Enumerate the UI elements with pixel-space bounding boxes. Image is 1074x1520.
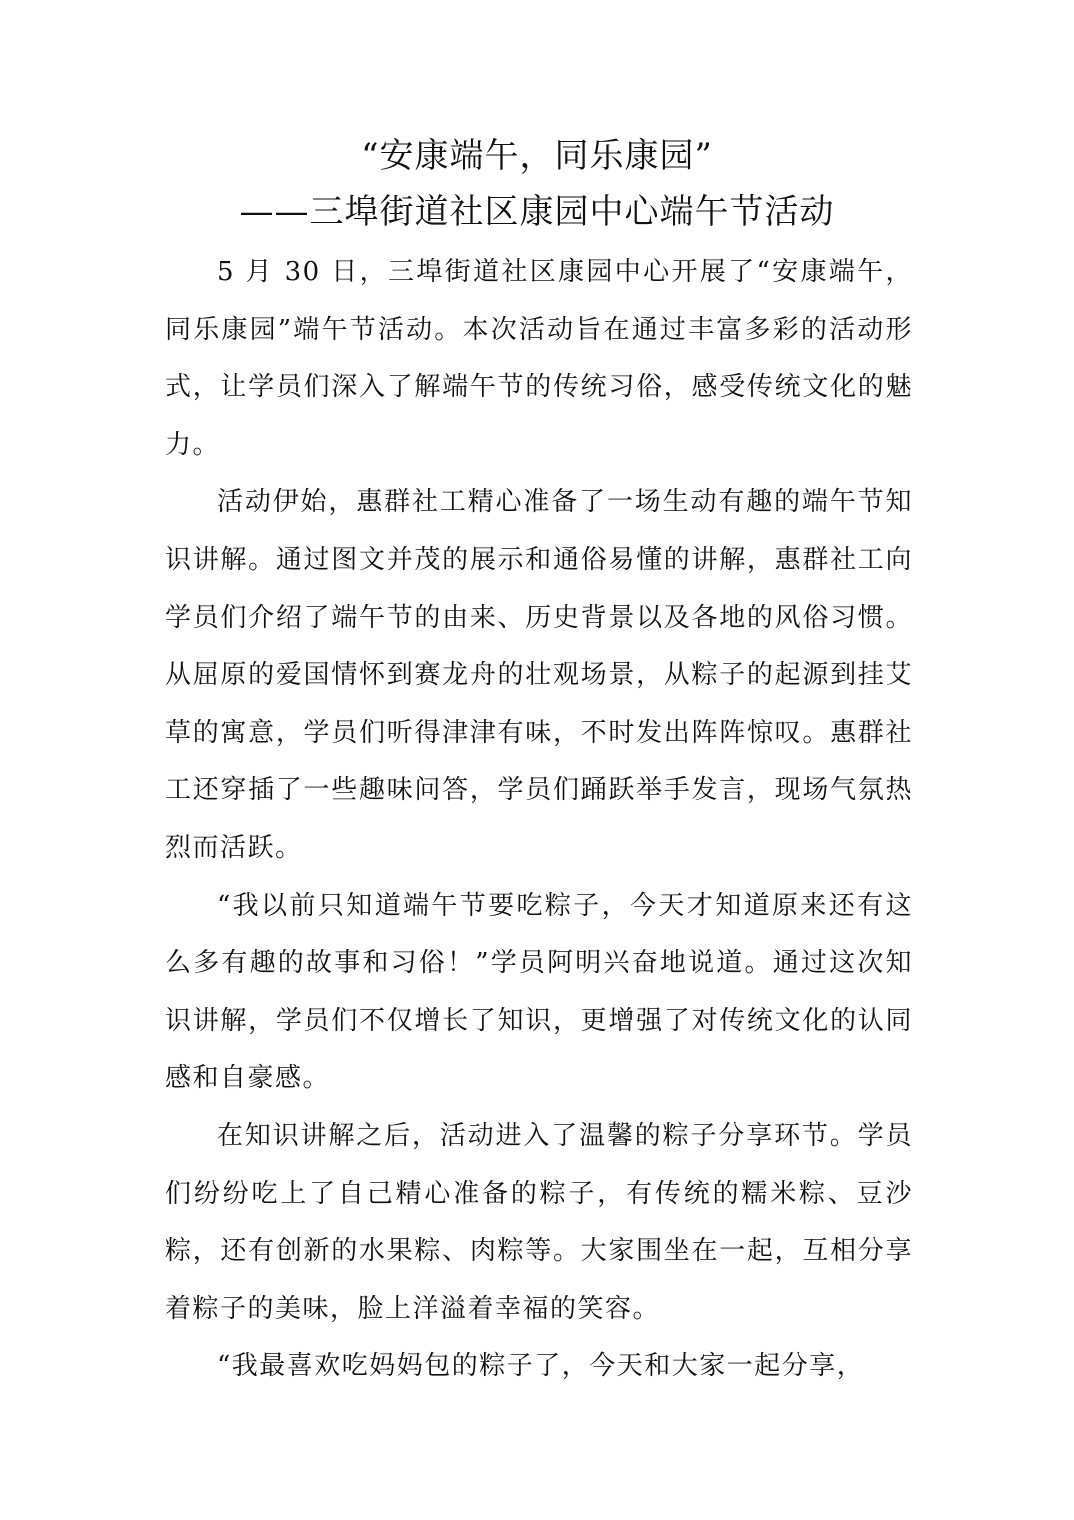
paragraph-second-quote: “我最喜欢吃妈妈包的粽子了，今天和大家一起分享， [217,1351,865,1382]
document-body [165,244,913,1396]
paragraph-student-quote: “我以前只知道端午节要吃粽子，今天才知道原来还有这么多有趣的故事和习俗！”学员阿明兴奋地说道。通过这次知识讲解，学员们不仅增长了知识，更增强了对传统文化的认同感和自豪感。 [165,890,913,1094]
paragraph-intro: 5 月 30 日，三埠街道社区康园中心开展了“安康端午，同乐康园”端午节活动。本次活动旨在通过丰富多彩的活动形式，让学员们深入了解端午节的传统习俗，感受传统文化的魅力。 [165,257,913,460]
document-title [120,128,954,240]
paragraph-knowledge-talk: 活动伊始，惠群社工精心准备了一场生动有趣的端午节知识讲解。通过图文并茂的展示和通俗易懂的讲解，惠群社工向学员们介绍了端午节的由来、历史背景以及各地的风俗习惯。从屈原的爱国情怀到赛龙舟的壮观场景，从粽子的起源到挂艾草的寓意，学员们听得津津有味，不时发出阵阵惊叹。惠群社工还穿插了一些趣味问答，学员们踊跃举手发言，现场气氛热烈而活跃。 [165,487,913,863]
title-line-main: “安康端午，同乐康园” [361,136,713,176]
title-line-subtitle: ——三埠街道社区康园中心端午节活动 [239,192,835,232]
paragraph-zongzi-sharing: 在知识讲解之后，活动进入了温馨的粽子分享环节。学员们纷纷吃上了自己精心准备的粽子，有传统的糯米粽、豆沙粽，还有创新的水果粽、肉粽等。大家围坐在一起，互相分享着粽子的美味，脸上洋溢着幸福的笑容。 [165,1120,913,1324]
